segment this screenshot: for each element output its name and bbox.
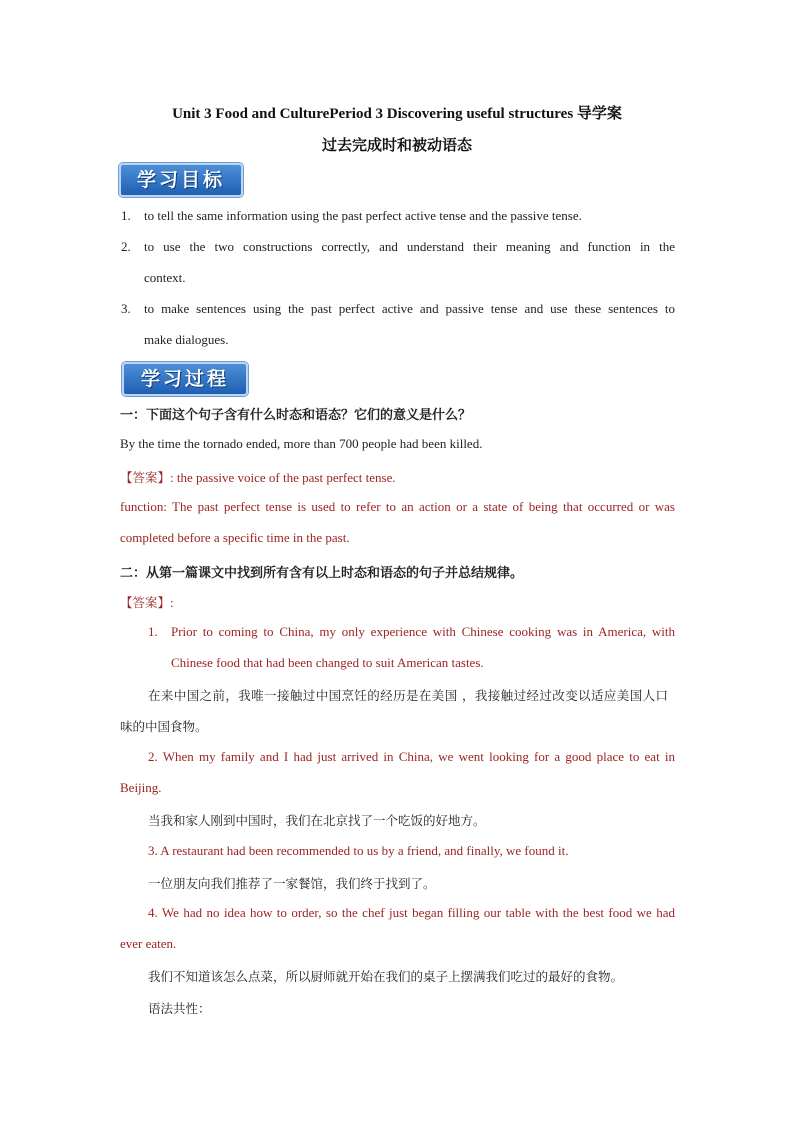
objective-text-cont: make dialogues. xyxy=(144,332,229,347)
sentence-4-cont: ever eaten. xyxy=(120,936,177,951)
objective-number: 1. xyxy=(121,208,131,223)
objective-text: to tell the same information using the past perfect active tense and the passive tense. xyxy=(144,208,582,223)
example-sentence: By the time the tornado ended, more than 700 people had been killed. xyxy=(120,436,483,451)
function-text-cont: completed before a specific time in the past. xyxy=(120,530,350,545)
sentence-3: 3. A restaurant had been recommended to us by a friend, and finally, we found it. xyxy=(148,843,569,858)
function-text: function: The past perfect tense is used to refer to an action or a state of being that occurred or was xyxy=(120,499,675,514)
objectives-banner: 学习目标 xyxy=(119,163,243,197)
sentence-1-cont: Chinese food that had been changed to suit American tastes. xyxy=(171,655,484,670)
document-title: Unit 3 Food and CulturePeriod 3 Discovering useful structures 导学案 xyxy=(172,106,622,122)
answer-2 xyxy=(120,593,174,611)
answer-label: 【答案】 xyxy=(120,470,171,485)
question-1-heading: 一：下面这个句子含有什么时态和语态？它们的意义是什么？ xyxy=(120,408,472,423)
sentence-4-translation: 我们不知道该怎么点菜，所以厨师就开始在我们的桌子上摆满我们吃过的最好的食物。 xyxy=(148,969,624,984)
sentence-3-translation: 一位朋友向我们推荐了一家餐馆，我们终于找到了。 xyxy=(148,876,436,891)
process-banner: 学习过程 xyxy=(122,362,248,396)
question-2-heading: 二：从第一篇课文中找到所有含有以上时态和语态的句子并总结规律。 xyxy=(120,566,524,581)
objective-text: to use the two constructions correctly, and understand their meaning and function in the xyxy=(144,239,675,254)
answer-label: 【答案】 xyxy=(120,595,171,610)
objective-text: to make sentences using the past perfect active and passive tense and use these sentences to xyxy=(144,301,675,316)
sentence-2-translation: 当我和家人刚到中国时，我们在北京找了一个吃饭的好地方。 xyxy=(148,813,486,828)
sentence-1-translation: 在来中国之前，我唯一接触过中国烹饪的经历是在美国 ，我接触过经过改变以适应美国人口 xyxy=(148,688,668,703)
sentence-2-cont: Beijing. xyxy=(120,780,162,795)
sentence-1: Prior to coming to China, my only experience with Chinese cooking was in America, with xyxy=(171,624,675,639)
sentence-4: 4. We had no idea how to order, so the chef just began filling our table with the best food we had xyxy=(148,905,675,920)
answer-text: : the passive voice of the past perfect tense. xyxy=(170,470,396,485)
objective-text-cont: context. xyxy=(144,270,186,285)
answer-1 xyxy=(120,468,396,486)
objective-number: 2. xyxy=(121,239,131,254)
document-subtitle: 过去完成时和被动语态 xyxy=(321,138,472,154)
sentence-1-translation-cont: 味的中国食物。 xyxy=(120,719,208,734)
objective-number: 3. xyxy=(121,301,131,316)
sentence-2: 2. When my family and I had just arrived in China, we went looking for a good place to eat in xyxy=(148,749,675,764)
grammar-label: 语法共性： xyxy=(148,1001,211,1016)
answer-colon: : xyxy=(170,595,174,610)
sentence-number: 1. xyxy=(148,624,158,639)
